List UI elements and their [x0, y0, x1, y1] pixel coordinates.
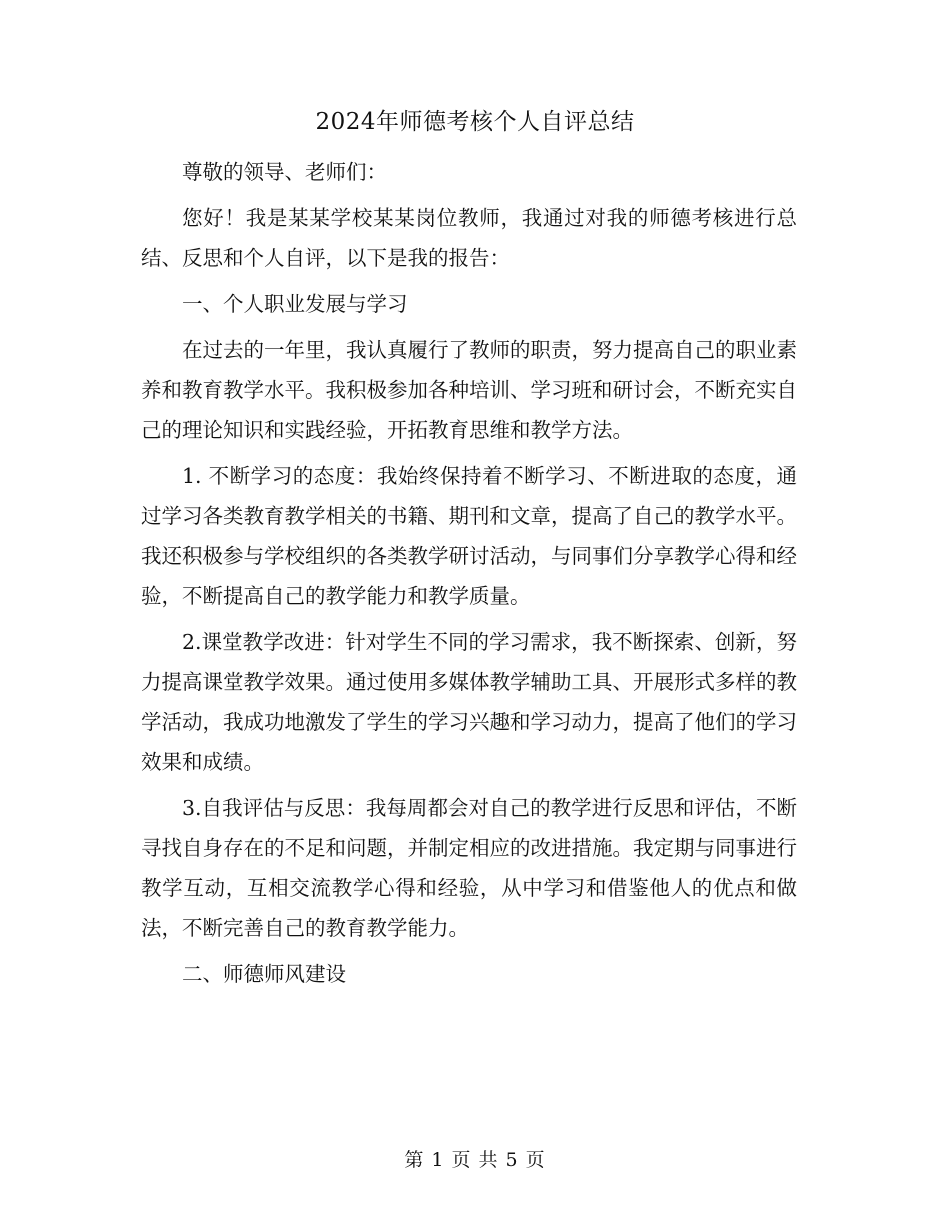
item-2-paragraph: 2.课堂教学改进：针对学生不同的学习需求，我不断探索、创新，努力提高课堂教学效果。通过使用多媒体教学辅助工具、开展形式多样的教学活动，我成功地激发了学生的学习兴趣和学习动力，提高了他们的学习效果和成绩。 — [141, 630, 797, 774]
intro-paragraph: 您好！我是某某学校某某岗位教师，我通过对我的师德考核进行总结、反思和个人自评，以下是我的报告： — [141, 206, 797, 270]
item-3-paragraph: 3.自我评估与反思：我每周都会对自己的教学进行反思和评估，不断寻找自身存在的不足和问题，并制定相应的改进措施。我定期与同事进行教学互动，互相交流教学心得和经验，从中学习和借鉴他人的优点和做法，不断完善自己的教育教学能力。 — [141, 796, 797, 940]
document-body — [141, 152, 797, 1000]
item-1-paragraph: 1. 不断学习的态度：我始终保持着不断学习、不断进取的态度，通过学习各类教育教学相关的书籍、期刊和文章，提高了自己的教学水平。我还积极参与学校组织的各类教学研讨活动，与同事们分享教学心得和经验，不断提高自己的教学能力和教学质量。 — [141, 464, 797, 608]
section-heading-1: 一、个人职业发展与学习 — [182, 292, 408, 316]
salutation: 尊敬的领导、老师们： — [182, 160, 387, 184]
section-1-paragraph: 在过去的一年里，我认真履行了教师的职责，努力提高自己的职业素养和教育教学水平。我积极参加各种培训、学习班和研讨会，不断充实自己的理论知识和实践经验，开拓教育思维和教学方法。 — [141, 338, 797, 442]
document-title: 2024年师德考核个人自评总结 — [315, 109, 635, 135]
section-heading-2: 二、师德师风建设 — [182, 962, 346, 986]
page-footer: 第 1 页 共 5 页 — [404, 1149, 546, 1171]
